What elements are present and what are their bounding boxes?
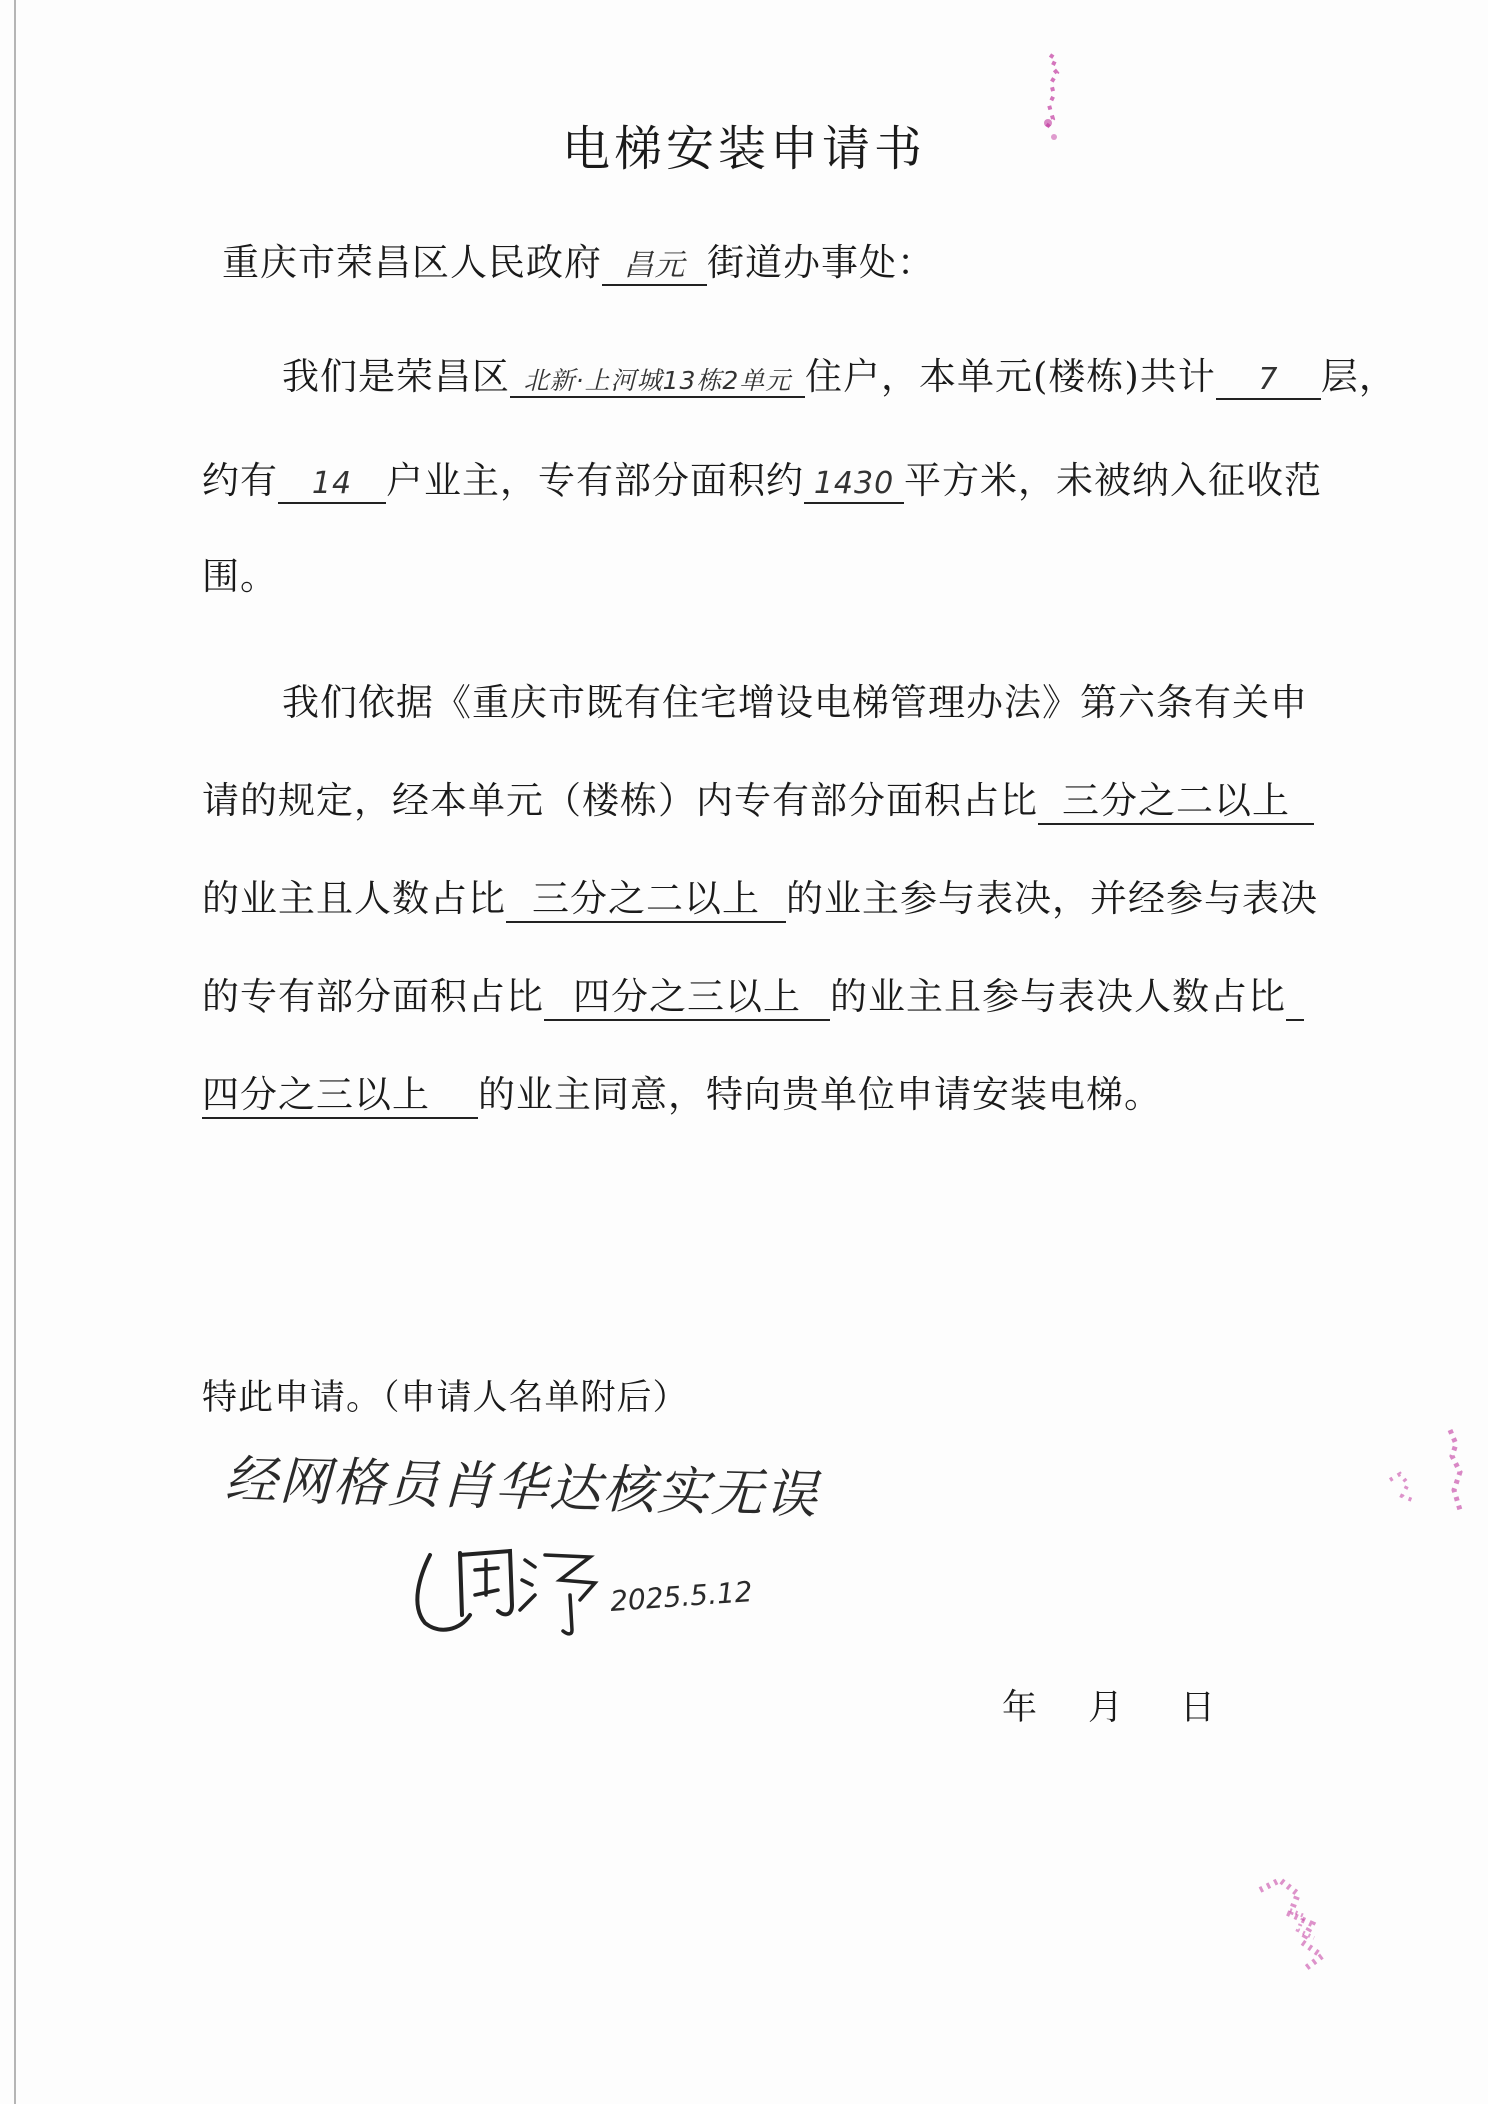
para2-line2-prefix: 请的规定，经本单元（楼栋）内专有部分面积占比 xyxy=(202,779,1038,822)
salutation-suffix: 街道办事处： xyxy=(707,241,935,284)
para1-line1 xyxy=(282,346,1397,400)
year-label: 年 xyxy=(1002,1688,1038,1728)
para2-line4 xyxy=(202,966,1304,1021)
address-handwritten: 北新·上河城13栋2单元 xyxy=(510,366,805,398)
salutation-line xyxy=(222,232,935,286)
para1-line1-prefix: 我们是荣昌区 xyxy=(282,355,510,398)
floors-handwritten: 7 xyxy=(1216,362,1321,400)
owners-handwritten: 14 xyxy=(278,466,386,504)
blank-people-ratio: 三分之二以上 xyxy=(506,877,786,923)
para2-line3-suffix: 的业主参与表决，并经参与表决 xyxy=(786,877,1318,920)
para2-line3 xyxy=(202,868,1318,923)
blank-vote-area-ratio: 四分之三以上 xyxy=(544,975,830,1021)
handwritten-signature xyxy=(400,1535,610,1645)
para1-line1-mid: 住户，本单元(楼栋)共计 xyxy=(805,355,1216,398)
month-label: 月 xyxy=(1088,1688,1124,1728)
para1-line2-suffix: 平方米，未被纳入征收范 xyxy=(904,459,1322,502)
para1-line3: 围。 xyxy=(202,555,278,598)
blank-vote-people-ratio: 四分之三以上 xyxy=(202,1073,478,1119)
para2-line3-prefix: 的业主且人数占比 xyxy=(202,877,506,920)
blank-underline-end xyxy=(1286,975,1304,1021)
stamp-mark-right xyxy=(1370,1420,1480,1560)
area-handwritten: 1430 xyxy=(804,466,904,504)
document-title: 电梯安装申请书 xyxy=(561,121,926,177)
day-label: 日 xyxy=(1180,1688,1216,1728)
para1-line2 xyxy=(202,450,1322,504)
para1-line1-suffix: 层， xyxy=(1320,355,1397,398)
para2-line5-suffix: 的业主同意，特向贵单位申请安装电梯。 xyxy=(478,1073,1162,1116)
stamp-mark-bottom-right xyxy=(1240,1860,1360,1990)
para2-line4-prefix: 的专有部分面积占比 xyxy=(202,975,544,1018)
para2-line4-suffix: 的业主且参与表决人数占比 xyxy=(830,975,1286,1018)
closing-line: 特此申请。（申请人名单附后） xyxy=(202,1378,689,1418)
salutation-prefix: 重庆市荣昌区人民政府 xyxy=(222,241,602,284)
para1-line2-mid: 户业主，专有部分面积约 xyxy=(386,459,804,502)
handwritten-verification-note: 经网格员肖华达核实无误 xyxy=(224,1450,820,1526)
handwritten-date: 2025.5.12 xyxy=(609,1575,754,1618)
para2-line5 xyxy=(202,1064,1162,1119)
blank-area-ratio: 三分之二以上 xyxy=(1038,779,1314,825)
district-handwritten: 昌元 xyxy=(602,248,707,286)
para2-line1: 我们依据《重庆市既有住宅增设电梯管理办法》第六条有关申 xyxy=(282,681,1308,724)
para2-line2 xyxy=(202,770,1314,825)
para1-line2-prefix: 约有 xyxy=(202,459,278,502)
scan-edge-border xyxy=(14,0,16,2104)
